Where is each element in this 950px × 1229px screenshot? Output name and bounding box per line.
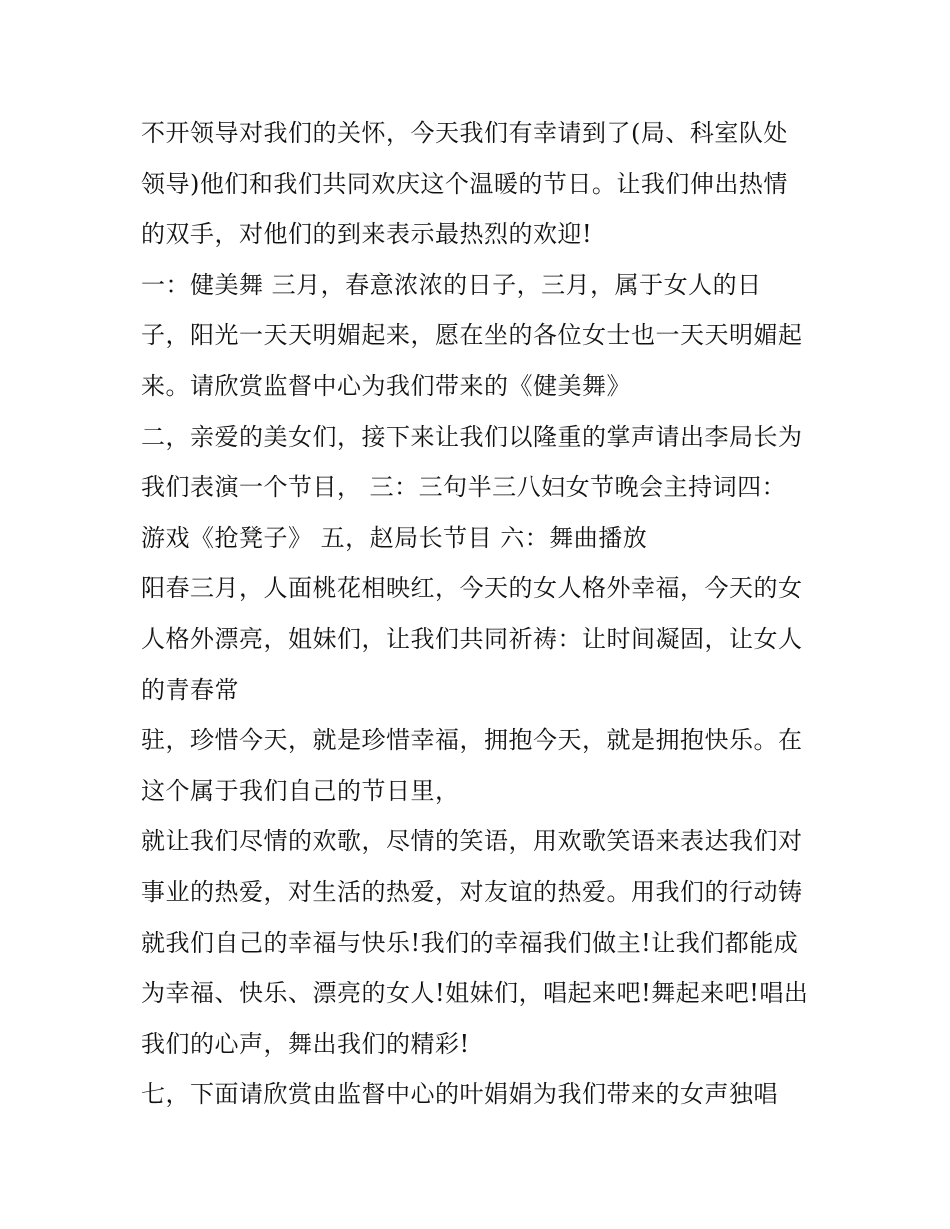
text-line: 就让我们尽情的欢歌，尽情的笑语，用欢歌笑语来表达我们对 xyxy=(141,827,803,856)
text-line: 的双手，对他们的到来表示最热烈的欢迎! xyxy=(141,220,593,249)
text-line: 驻，珍惜今天，就是珍惜幸福，拥抱今天，就是拥抱快乐。在 xyxy=(141,726,803,755)
text-line: 游戏《抢凳子》 五，赵局长节目 六：舞曲播放 xyxy=(141,523,648,552)
text-line: 阳春三月，人面桃花相映红，今天的女人格外幸福，今天的女 xyxy=(141,574,803,603)
text-line: 来。请欣赏监督中心为我们带来的《健美舞》 xyxy=(141,371,631,400)
text-line: 不开领导对我们的关怀，今天我们有幸请到了(局、科室队处 xyxy=(141,119,788,147)
text-line: 为幸福、快乐、漂亮的女人!姐妹们，唱起来吧!舞起来吧!唱出 xyxy=(141,979,809,1008)
text-line: 我们的心声，舞出我们的精彩! xyxy=(141,1029,470,1058)
text-line: 事业的热爱，对生活的热爱，对友谊的热爱。用我们的行动铸 xyxy=(141,877,803,906)
text-line: 就我们自己的幸福与快乐!我们的幸福我们做主!让我们都能成 xyxy=(141,928,799,957)
text-line: 这个属于我们自己的节日里， xyxy=(141,776,460,805)
text-line: 领导)他们和我们共同欢庆这个温暖的节日。让我们伸出热情 xyxy=(141,169,788,198)
text-line: 一：健美舞 三月，春意浓浓的日子，三月，属于女人的日 xyxy=(141,270,762,299)
text-line: 七，下面请欣赏由监督中心的叶娟娟为我们带来的女声独唱 xyxy=(141,1080,778,1109)
document-body xyxy=(141,108,821,1120)
text-line: 的青春常 xyxy=(141,675,239,704)
text-line: 我们表演一个节目， 三：三句半三八妇女节晚会主持词四： xyxy=(141,473,787,502)
text-line: 子，阳光一天天明媚起来，愿在坐的各位女士也一天天明媚起 xyxy=(141,321,803,350)
text-line: 二，亲爱的美女们，接下来让我们以隆重的掌声请出李局长为 xyxy=(141,422,803,451)
text-line: 人格外漂亮，姐妹们，让我们共同祈祷：让时间凝固，让女人 xyxy=(141,624,803,653)
